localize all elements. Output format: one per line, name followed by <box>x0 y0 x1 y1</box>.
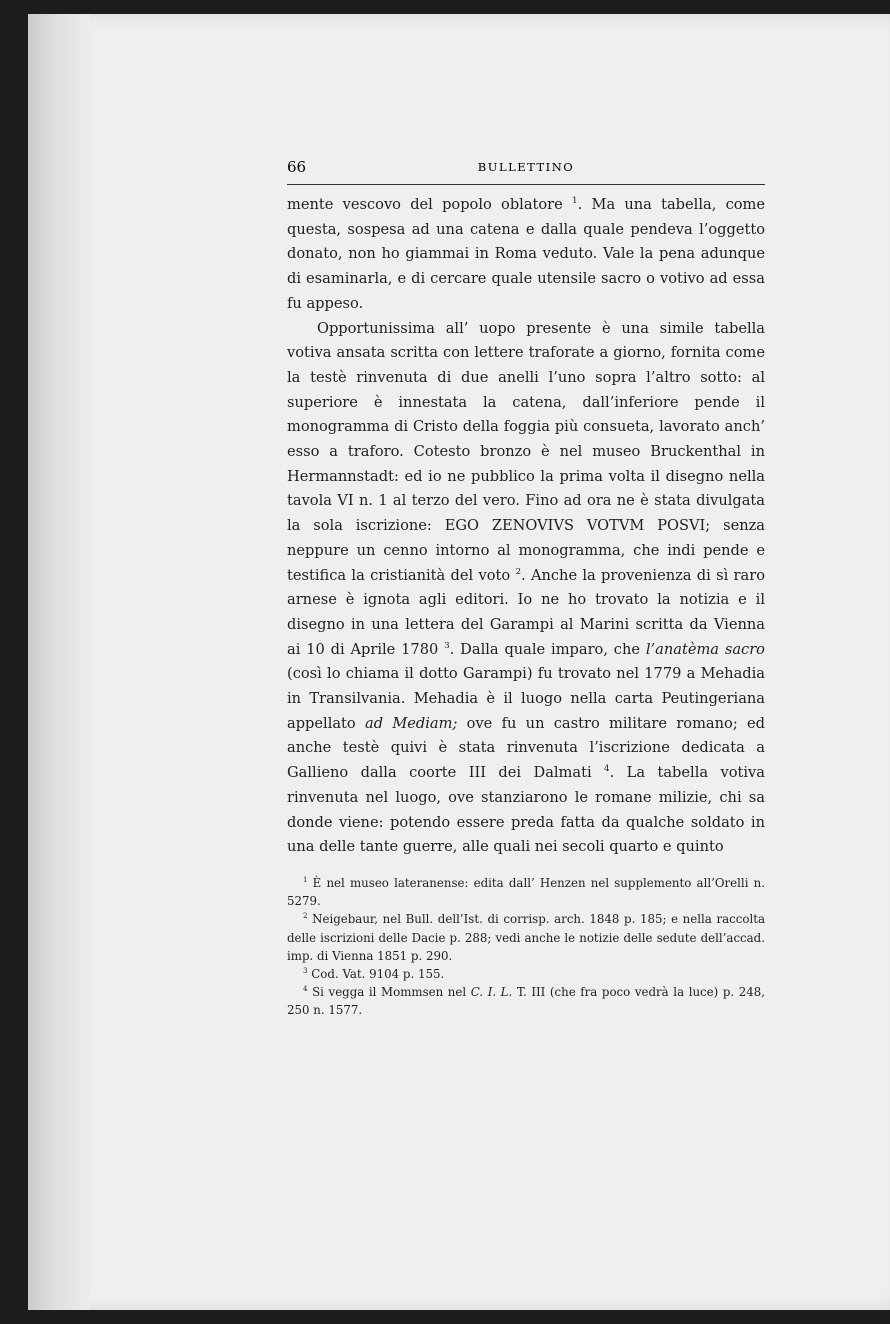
text-run: Si vegga il Mommsen nel <box>307 985 471 1000</box>
footnote-ref: 4 <box>303 984 308 994</box>
footnote-ref: 2 <box>515 566 522 577</box>
text-run: . Ma una tabella, come questa, sospesa ad una catena e dalla quale pendeva l’oggetto donato, non ho giammai in Roma veduto. Vale la pena adunque di esaminarla, e di cercare quale utensile sacro o votivo ad essa fu appeso. <box>287 196 766 312</box>
paragraph <box>287 193 765 317</box>
text-run: . Anche la provenienza di sì raro arnese è ignota agli editori. Io ne ho trovato la notizia e il disegno in una lettera del Garampi al Marini scritta da Vienna ai 10 di Aprile 1780 <box>287 566 765 658</box>
paragraph <box>287 317 765 860</box>
text-run: È nel museo lateranense: edita dall’ Henzen nel supplemento all’Orelli n. 5279. <box>287 876 765 909</box>
footnote <box>287 874 765 910</box>
text-run: Cod. Vat. 9104 p. 155. <box>307 967 445 982</box>
footnote <box>287 965 765 983</box>
text-run: Opportunissima all’ uopo presente è una simile tabella votiva ansata scritta con lettere traforate a giorno, fornita come la testè rinvenuta di due anelli l’uno sopra l’altro sotto: al superiore è innestata la catena, dall’inferiore pende il monogramma di Cristo della foggia più consueta, lavorato anch’ esso a traforo. Cotesto bronzo è nel museo Bruckenthal in Hermannstadt: ed io ne pubblico la prima volta il disegno nella tavola VI n. 1 al terzo del vero. Fino ad ora ne è stata divulgata la sola iscrizione: EGO ZENOVIVS VOTVM POSVI; senza neppure un cenno intorno al monogramma, che indi pende e testifica la cristianità del voto <box>287 319 765 584</box>
footnote <box>287 983 765 1019</box>
text-run: (così lo chiama il dotto Garampi) fu trovato nel 1779 a Mehadia in Transilvania. Mehadia è il luogo nella carta Peutingeriana appellato <box>287 665 765 732</box>
text-run: ove fu un castro militare romano; ed anche testè quivi è stata rinvenuta l’iscrizione dedicata a Gallieno dalla coorte III dei Dalmati <box>287 714 765 782</box>
footnote-ref: 2 <box>303 911 308 921</box>
text-run: Neigebaur, nel Bull. dell’Ist. di corrisp. arch. 1848 p. 185; e nella raccolta delle iscrizioni delle Dacie p. 288; vedi anche le notizie delle sedute dell’accad. imp. di Vienna 1851 p. 290. <box>287 912 765 963</box>
footnote-ref: 1 <box>572 196 578 207</box>
body-text <box>287 193 765 860</box>
footnotes <box>287 874 765 1020</box>
italic-text: l’anatèma sacro <box>645 640 765 658</box>
page-number: 66 <box>287 158 307 176</box>
footnote-ref: 3 <box>444 640 450 651</box>
text-run: T. III (che fra poco vedrà la luce) p. 248, 250 n. 1577. <box>287 985 765 1018</box>
running-head: BULLETTINO <box>477 160 575 174</box>
text-run: . Dalla quale imparo, che <box>449 640 646 658</box>
italic-text: ad Mediam; <box>365 714 458 732</box>
italic-text: C. I. L. <box>470 985 513 1000</box>
header-rule <box>287 184 765 185</box>
footnote-ref: 4 <box>604 764 610 775</box>
footnote-ref: 3 <box>303 966 308 976</box>
text-run: mente vescovo del popolo oblatore <box>287 196 573 213</box>
footnote <box>287 910 765 965</box>
text-run: . La tabella votiva rinvenuta nel luogo, ove stanziarono le romane milizie, chi sa donde viene: potendo essere preda fatta da qualche soldato in una delle tante guerre, alle quali nei secoli quarto e quinto <box>287 764 765 856</box>
footnote-ref: 1 <box>303 875 308 885</box>
page-edge-shadow <box>28 14 90 1310</box>
page-header <box>287 158 765 180</box>
